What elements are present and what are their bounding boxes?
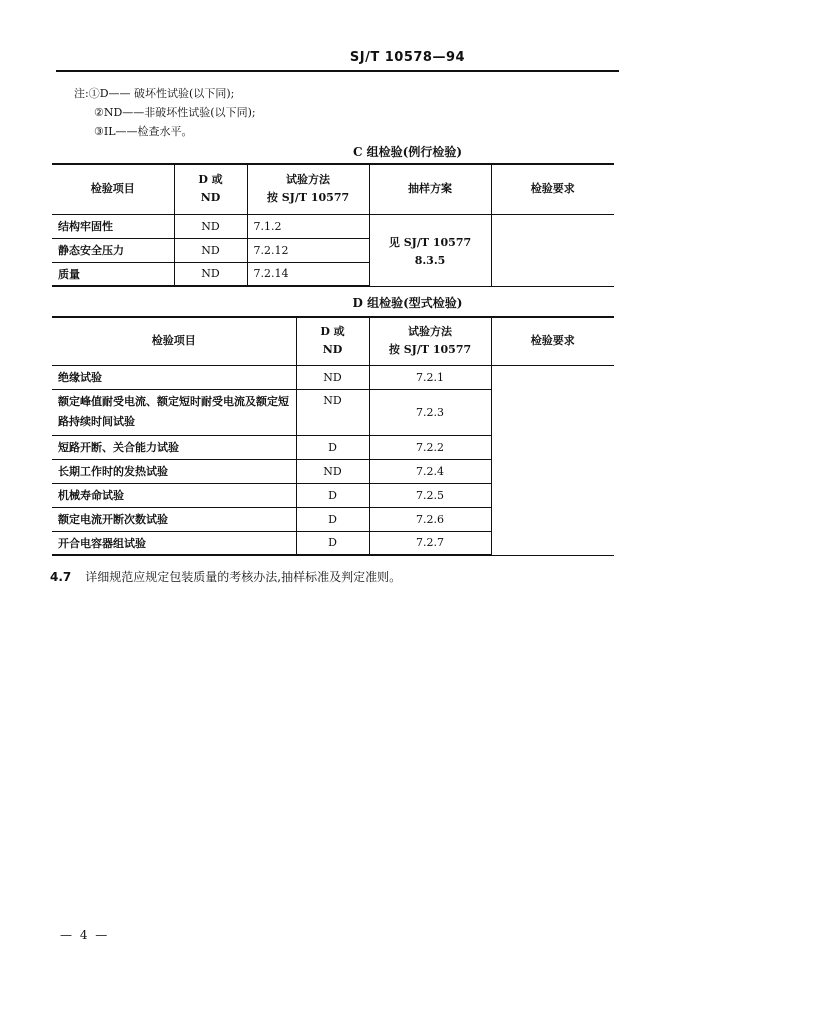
table-d-header-item: 检验项目 — [52, 317, 296, 365]
table-c-cell-method: 7.1.2 — [247, 214, 369, 238]
table-c-header-method-line2: 按 SJ/T 10577 — [266, 191, 350, 205]
table-c-sampling-line2: 8.3.5 — [414, 253, 446, 267]
table-c-cell-item: 静态安全压力 — [52, 238, 174, 262]
page-number: — 4 — — [60, 928, 110, 942]
table-c-cell-item: 质量 — [52, 262, 174, 286]
table-d-header-dnd-line1: D 或 — [320, 325, 345, 339]
table-d-cell-method: 7.2.5 — [369, 483, 491, 507]
table-d-cell-item: 短路开断、关合能力试验 — [52, 435, 296, 459]
clause-number: 4.7 — [50, 570, 72, 584]
table-d-cell-dnd: D — [296, 531, 369, 555]
table-c-header-item: 检验项目 — [52, 164, 174, 214]
table-c-header-dnd-line2: ND — [200, 191, 221, 205]
table-d — [52, 316, 614, 556]
table-c-header-requirement: 检验要求 — [491, 164, 614, 214]
notes-block — [74, 84, 256, 141]
table-c-header-sampling: 抽样方案 — [369, 164, 491, 214]
standard-code: SJ/T 10578—94 — [349, 50, 466, 65]
table-d-cell-item: 额定电流开断次数试验 — [52, 507, 296, 531]
note-3: ③IL——检查水平。 — [94, 125, 193, 138]
table-d-cell-item: 开合电容器组试验 — [52, 531, 296, 555]
table-d-header-method — [369, 317, 491, 365]
table-d-cell-item: 机械寿命试验 — [52, 483, 296, 507]
table-row — [52, 214, 614, 238]
table-d-cell-requirement — [491, 365, 614, 555]
table-c-header-row — [52, 164, 614, 214]
note-2: ②ND——非破坏性试验(以下同); — [94, 106, 256, 119]
table-d-cell-method: 7.2.7 — [369, 531, 491, 555]
table-c-cell-method: 7.2.14 — [247, 262, 369, 286]
table-d-cell-item: 额定峰值耐受电流、额定短时耐受电流及额定短路持续时间试验 — [52, 389, 296, 435]
note-1: 注:①D—— 破坏性试验(以下同); — [74, 87, 235, 100]
table-d-header-dnd-line2: ND — [322, 343, 343, 357]
table-d-cell-method: 7.2.1 — [369, 365, 491, 389]
table-d-cell-method: 7.2.6 — [369, 507, 491, 531]
table-d-cell-dnd: D — [296, 483, 369, 507]
header-rule — [56, 70, 619, 72]
table-c-header-method — [247, 164, 369, 214]
table-d-header-dnd — [296, 317, 369, 365]
table-d-cell-method: 7.2.3 — [369, 389, 491, 435]
table-d-cell-dnd: D — [296, 507, 369, 531]
table-c-cell-requirement — [491, 214, 614, 286]
table-c-cell-dnd: ND — [174, 238, 247, 262]
table-d-cell-item: 绝缘试验 — [52, 365, 296, 389]
table-c-cell-method: 7.2.12 — [247, 238, 369, 262]
table-d-cell-item: 长期工作时的发热试验 — [52, 459, 296, 483]
table-d-cell-method: 7.2.2 — [369, 435, 491, 459]
table-d-caption: D 组检验(型式检验) — [352, 296, 463, 310]
table-d-cell-method: 7.2.4 — [369, 459, 491, 483]
table-d-cell-dnd: ND — [296, 389, 369, 435]
clause-4-7 — [50, 568, 401, 585]
table-d-cell-dnd: D — [296, 435, 369, 459]
table-c-caption: C 组检验(例行检验) — [352, 145, 463, 159]
table-d-header-method-line2: 按 SJ/T 10577 — [388, 343, 472, 357]
table-c-sampling-line1: 见 SJ/T 10577 — [388, 235, 472, 249]
table-d-header-requirement: 检验要求 — [491, 317, 614, 365]
table-c-cell-dnd: ND — [174, 262, 247, 286]
table-row — [52, 365, 614, 389]
clause-text: 详细规范应规定包装质量的考核办法,抽样标准及判定准则。 — [85, 570, 402, 584]
table-d-cell-dnd: ND — [296, 365, 369, 389]
table-c-cell-item: 结构牢固性 — [52, 214, 174, 238]
table-d-cell-dnd: ND — [296, 459, 369, 483]
table-d-header-method-line1: 试验方法 — [408, 325, 452, 339]
table-c-cell-sampling — [369, 214, 491, 286]
table-c-header-method-line1: 试验方法 — [286, 173, 330, 187]
table-c-cell-dnd: ND — [174, 214, 247, 238]
table-c — [52, 163, 614, 287]
table-c-header-dnd-line1: D 或 — [198, 173, 223, 187]
table-d-header-row — [52, 317, 614, 365]
table-c-header-dnd — [174, 164, 247, 214]
